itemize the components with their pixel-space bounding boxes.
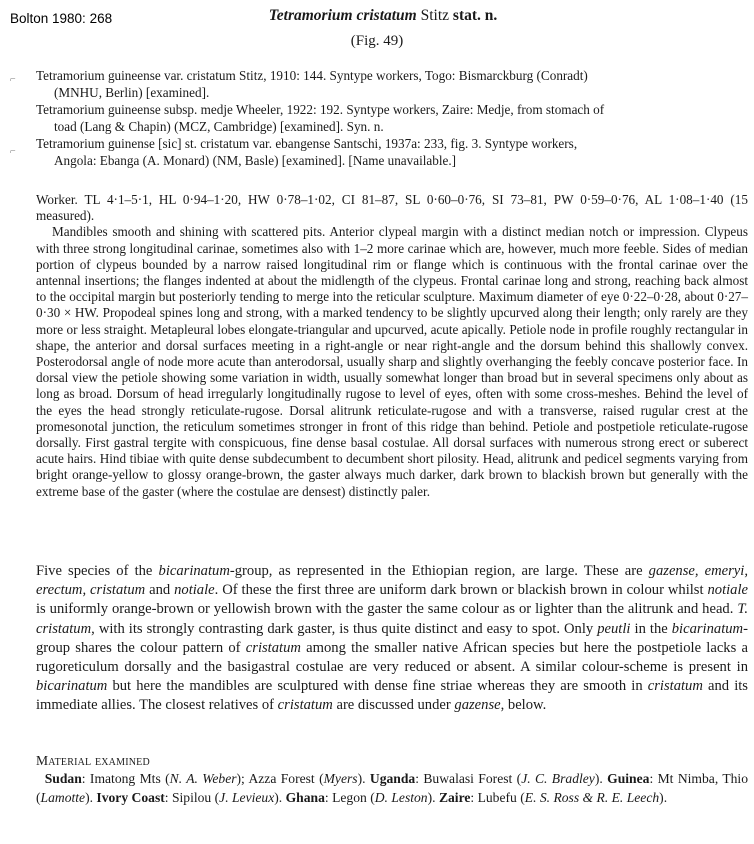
- discussion-text: in the: [630, 620, 672, 637]
- discussion-text: . Of these the first three are uniform dark brown or blackish brown in colour whilst: [214, 582, 708, 599]
- synonymy-line: Tetramorium guineense subsp. medje Wheeler, 1922: 192. Syntype workers, Zaire: Medje, from stomach of: [36, 102, 605, 117]
- discussion-text: are discussed under: [332, 697, 455, 714]
- material-collector: J. Levieux: [219, 789, 275, 805]
- discussion-text: Five species of the: [36, 563, 159, 579]
- species-author: Stitz: [420, 7, 450, 24]
- worker-measurements: Worker. TL 4·1–5·1, HL 0·94–1·20, HW 0·78–1·02, CI 81–87, SL 0·60–0·76, SI 73–81, PW 0·59–0·76, AL 1·08–1·40 (15 measured).: [36, 192, 748, 224]
- citation-label: Bolton 1980: 268: [10, 11, 113, 26]
- discussion-italic: peutli: [597, 620, 631, 637]
- material-locality: ).: [427, 789, 439, 805]
- discussion-italic: bicarinatum: [36, 678, 108, 695]
- synonymy-entry: [36, 101, 741, 135]
- species-status: stat. n.: [452, 7, 498, 24]
- material-country: Guinea: [607, 771, 650, 787]
- synonymy-line: Tetramorium guinense [sic] st. cristatum var. ebangense Santschi, 1937a: 233, fig. 3. Syntype workers,: [36, 136, 578, 151]
- synonymy-line: toad (Lang & Chapin) (MCZ, Cambridge) [examined]. Syn. n.: [54, 119, 384, 134]
- material-collector: N. A. Weber: [169, 771, 237, 787]
- material-examined: [36, 752, 748, 807]
- discussion-text: but here the mandibles are sculptured with dense fine striae whereas they are smooth in: [107, 678, 648, 695]
- synonymy-line: Tetramorium guineense var. cristatum Stitz, 1910: 144. Syntype workers, Togo: Bismarckburg (Conradt): [36, 68, 588, 83]
- material-locality: : Buwalasi Forest (: [415, 771, 522, 787]
- discussion-text: , with its strongly contrasting dark gaster, is thus quite distinct and easy to spot. Only: [91, 620, 598, 637]
- material-locality: : Lubefu (: [470, 789, 525, 805]
- discussion-text: and its immediate allies. The closest relatives of: [36, 678, 748, 714]
- worker-description: [36, 192, 748, 500]
- material-collector: Myers: [323, 771, 358, 787]
- material-locality: : Sipilou (: [164, 789, 220, 805]
- discussion-text: and: [145, 582, 175, 599]
- discussion-italic: cristatum: [245, 639, 301, 656]
- species-title: [0, 7, 754, 25]
- margin-mark: ⌐: [10, 74, 16, 85]
- figure-reference: (Fig. 49): [350, 33, 404, 49]
- discussion-italic: T. cristatum: [36, 601, 748, 637]
- material-collector: J. C. Bradley: [521, 771, 595, 787]
- material-country: Zaire: [438, 789, 471, 805]
- material-entries: [36, 770, 748, 807]
- synonymy-line: (MNHU, Berlin) [examined].: [54, 85, 210, 100]
- material-collector: D. Leston: [374, 789, 428, 805]
- material-locality: ).: [85, 789, 97, 805]
- material-country: Uganda: [369, 771, 416, 787]
- discussion-text: among the smaller native African species but here the postpetiole lacks a rugoreticulum dorsally and the basigastral costulae are very reduced or absent. A similar colour-scheme is present in: [36, 639, 749, 676]
- material-collector: E. S. Ross & R. E. Leech: [524, 789, 660, 805]
- material-collector: Lamotte: [40, 789, 86, 805]
- worker-description-text: Mandibles smooth and shining with scattered pits. Anterior clypeal margin with a distinct median notch or impression. Clypeus with three strong longitudinal carinae, sometimes also with 1–2 more carinae which are, however, much more feeble. Sides of median portion of clypeus bounded by a narrow raised longitudinal rim or flange which is continuous with the frontal carinae over the antennal insertions; the flanges indented at about the midlength of the clypeus. Frontal carinae long and strong, reaching back almost to the occipital margin but posteriorly tending to merge into the reticular sculpture. Maximum diameter of eye 0·22–0·28, about 0·27–0·30 × HW. Propodeal spines long and strong, with a marked tendency to be slightly upcurved along their length; only rarely are they more or less straight. Metapleural lobes elongate-triangular and upcurved, acute apically. Petiole node in profile roughly rectangular in shape, the anterior and dorsal surfaces meeting in a right-angle or near right-angle and the dorsum behind this shallowly convex. Posterodorsal angle of node more acute than anterodorsal, usually sharp and slightly overhanging the feebly concave posterior face. In dorsal view the petiole showing some variation in width, usually somewhat longer than broad but in several specimens only about as long as broad. Dorsum of head irregularly longitudinally rugose to level of eyes, often with some cross-meshes. Behind the level of the eyes the head strongly reticulate-rugose. Dorsal alitrunk reticulate-rugose and with a transverse, raised rugular crest at the promesonotal junction, the reticulum sometimes stronger in front of this ridge than behind. Petiole and postpetiole reticulate-rugose dorsally. First gastral tergite with conspicuous, fine dense basal costulae. All dorsal surfaces with numerous strong erect or suberect acute hairs. Hind tibiae with quite dense subdecumbent to decumbent short pilosity. Head, alitrunk and pedicel segments varying from bright orange-yellow to glossy orange-brown, the gaster always much darker, dark brown to blackish brown but generally with the extreme base of the gaster (where the costulae are densest) distinctly paler.: [36, 224, 748, 499]
- material-country: Sudan: [44, 771, 82, 787]
- discussion-italic: bicarinatum: [671, 620, 744, 637]
- discussion-text: is uniformly orange-brown or yellowish brown with the gaster the same colour as or lighter than the alitrunk and head.: [36, 601, 738, 618]
- discussion-italic: cristatum: [277, 697, 333, 714]
- material-locality: : Mt Nimba, Thio (: [36, 771, 749, 805]
- discussion-italic: notiale: [174, 582, 215, 599]
- synonymy-entry: [36, 67, 741, 101]
- discussion-italic: bicarinatum: [158, 563, 230, 579]
- material-locality: : Imatong Mts (: [81, 771, 170, 787]
- material-locality: ).: [274, 789, 286, 805]
- discussion-paragraph: [36, 562, 748, 716]
- discussion-italic: cristatum: [647, 678, 703, 695]
- species-name: Tetramorium cristatum: [268, 7, 417, 24]
- discussion-text: , below.: [500, 697, 547, 714]
- discussion-italic: gazense, emeryi, erectum, cristatum: [36, 563, 748, 599]
- discussion-text: -group, as represented in the Ethiopian region, are large. These are: [229, 563, 649, 579]
- material-locality: ).: [659, 789, 668, 805]
- material-country: Ghana: [285, 789, 325, 805]
- material-country: Ivory Coast: [96, 789, 165, 805]
- material-locality: ).: [357, 771, 370, 787]
- material-locality: ).: [594, 771, 608, 787]
- material-locality: : Legon (: [324, 789, 375, 805]
- synonymy-line: Angola: Ebanga (A. Monard) (NM, Basle) [examined]. [Name unavailable.]: [54, 153, 457, 168]
- material-heading: Material examined: [36, 753, 150, 768]
- discussion-italic: gazense: [454, 697, 501, 714]
- discussion-italic: notiale: [707, 582, 749, 599]
- synonymy-entry: [36, 135, 741, 169]
- material-locality: ); Azza Forest (: [236, 771, 324, 787]
- margin-mark: ⌐: [10, 146, 16, 157]
- discussion-text: -group shares the colour pattern of: [36, 620, 748, 656]
